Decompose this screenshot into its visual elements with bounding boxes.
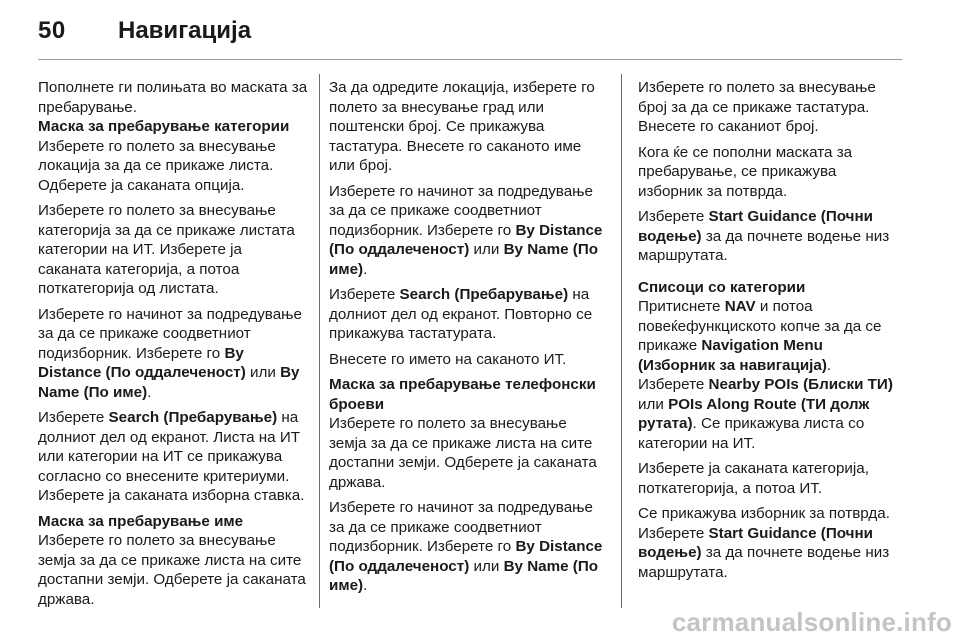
by-distance-label: By Distance (По оддалеченост) — [38, 344, 246, 381]
column-divider-2 — [621, 74, 622, 608]
by-name-label: By Name (По име) — [38, 364, 300, 401]
text: Изберете — [638, 376, 705, 393]
text: за да почнете водење низ маршрутата. — [638, 227, 890, 264]
nav-button-label: NAV — [724, 298, 756, 315]
intro-paragraph: Пополнете ги полињата во маската за пребарување. — [38, 79, 308, 116]
text: Изберете го начинот за подредување за да се прикаже соодветниот подизборник. Изберете го — [38, 305, 302, 362]
watermark: carmanualsonline.info — [671, 607, 952, 637]
confirm-paragraph: Кога ќе се пополни маската за пребарување, се прикажува изборник за потврда. — [638, 143, 853, 200]
by-distance-label: By Distance (По оддалеченост) — [329, 538, 603, 575]
text: или — [473, 241, 500, 258]
search-label: Search (Пребарување) — [399, 286, 569, 303]
search-paragraph — [329, 285, 605, 344]
text: Изберете — [38, 409, 105, 426]
category-paragraph-1: Изберете го полето за внесување локација за да се прикаже листа. Одберете ја саканата опција. — [38, 137, 276, 194]
select-category-paragraph: Изберете ја саканата категорија, поткатегорија, а потоа ИТ. — [638, 460, 869, 497]
text: . — [363, 260, 368, 278]
text: Притиснете — [638, 298, 721, 315]
text: . — [147, 383, 152, 401]
by-distance-label: By Distance (По оддалеченост) — [329, 221, 603, 258]
text: . — [826, 356, 832, 374]
phone-search-heading: Маска за пребарување телефонски броеви — [329, 376, 596, 413]
column-3 — [638, 78, 903, 588]
by-name-label: By Name (По име) — [329, 241, 599, 278]
pois-along-route-label: POIs Along Route (ТИ долж рутата) — [638, 395, 870, 432]
text: на долниот дел од екранот. Повторно се прикажува тастатурата. — [329, 286, 593, 342]
nearby-pois-label: Nearby POIs (Блиски ТИ) — [708, 376, 893, 393]
page-number: 50 — [38, 17, 66, 44]
text: или — [638, 395, 664, 413]
sort-paragraph — [329, 182, 605, 280]
column-1 — [38, 78, 308, 615]
category-paragraph-4 — [38, 408, 308, 506]
category-paragraph-2: Изберете го полето за внесување категорија за да се прикаже листата категории на ИТ. Изберете ја саканата категорија, а потоа поткатегорија од листата. — [38, 202, 295, 297]
category-paragraph-3 — [38, 305, 308, 403]
page-title: Навигација — [118, 17, 252, 44]
category-lists-heading: Списоци со категории — [638, 278, 806, 296]
nav-paragraph — [638, 297, 903, 453]
text: Изберете — [638, 208, 705, 225]
enter-name-paragraph: Внесете го името на саканото ИТ. — [329, 350, 567, 368]
text: или — [473, 557, 500, 575]
text: за да почнете водење низ маршрутата. — [638, 544, 890, 581]
text: Изберете го начинот за подредување за да се прикаже соодветниот подизборник. Изберете го — [329, 182, 593, 239]
column-2 — [329, 78, 605, 596]
start-guidance-paragraph — [638, 207, 903, 266]
text: и потоа повеќефункциското копче за да се прикаже — [638, 298, 882, 354]
phone-paragraph-1: Изберете го полето за внесување земја за да се прикаже листа на сите достапни земји. Одберете ја саканата држава. — [329, 415, 597, 491]
column-divider-1 — [319, 74, 320, 608]
text: Изберете — [329, 286, 396, 303]
name-search-heading: Маска за пребарување име — [38, 512, 244, 530]
text: или — [250, 364, 276, 381]
navigation-menu-label: Navigation Menu (Изборник за навигација) — [638, 337, 827, 374]
final-paragraph — [638, 504, 903, 582]
search-label: Search (Пребарување) — [108, 409, 278, 426]
text: Изберете го начинот за подредување за да се прикаже соодветниот подизборник. Изберете го — [329, 499, 593, 555]
start-guidance-label: Start Guidance (Почни водење) — [638, 208, 873, 245]
text: Се прикажува изборник за потврда. Изберете — [638, 505, 890, 542]
text: . — [363, 577, 368, 594]
phone-paragraph-2 — [329, 498, 605, 596]
header-rule — [38, 59, 902, 60]
by-name-label: By Name (По име) — [329, 557, 599, 594]
number-paragraph: Изберете го полето за внесување број за да се прикаже тастатура. Внесете го саканиот број. — [638, 79, 876, 135]
category-search-heading: Маска за пребарување категории — [38, 118, 290, 135]
start-guidance-label: Start Guidance (Почни водење) — [638, 524, 873, 561]
name-paragraph-1: Изберете го полето за внесување земја за да се прикаже листа на сите достапни земји. Одберете ја саканата држава. — [38, 532, 306, 608]
location-paragraph: За да одредите локација, изберете го полето за внесување град или поштенски број. Се прикажува тастатура. Внесете го саканото име или број. — [329, 79, 595, 174]
text: на долниот дел од екранот. Листа на ИТ или категории на ИТ се прикажува согласно со внесените критериуми. Изберете ја саканата изборна ставка. — [38, 409, 305, 504]
text: . Се прикажува листа со категории на ИТ. — [638, 415, 865, 452]
